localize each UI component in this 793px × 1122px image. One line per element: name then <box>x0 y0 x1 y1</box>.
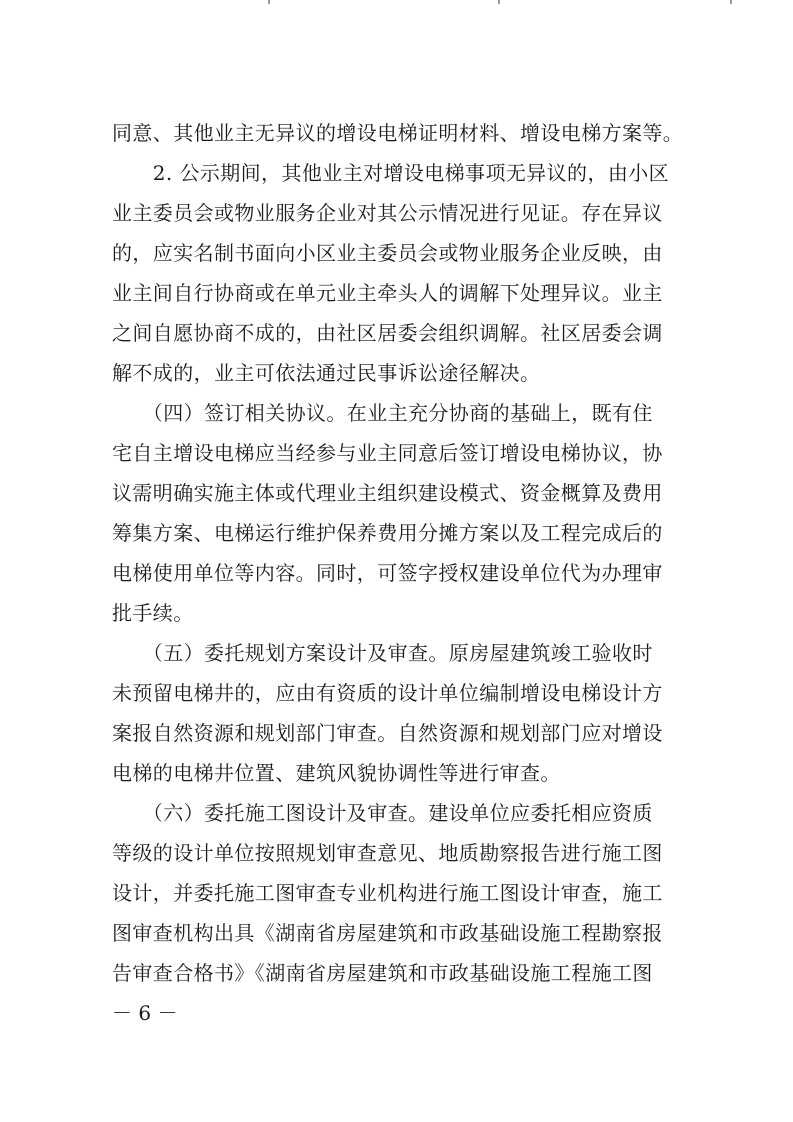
scan-mark <box>498 0 500 4</box>
text-line: （四）签订相关协议。在业主充分协商的基础上，既有住 <box>112 401 653 425</box>
text-line: 筹集方案、电梯运行维护保养费用分摊方案以及工程完成后的 <box>112 521 663 545</box>
page-number: － 6 － <box>112 1001 178 1025</box>
text-line: 2. 公示期间，其他业主对增设电梯事项无异议的，由小区 <box>112 161 670 185</box>
text-line: 电梯使用单位等内容。同时，可签字授权建设单位代为办理审 <box>112 561 663 585</box>
text-line: 同意、其他业主无异议的增设电梯证明材料、增设电梯方案等。 <box>112 121 684 145</box>
text-line: 未预留电梯井的，应由有资质的设计单位编制增设电梯设计方 <box>112 681 663 705</box>
text-line: 批手续。 <box>112 601 194 625</box>
text-line: 之间自愿协商不成的，由社区居委会组织调解。社区居委会调 <box>112 321 663 345</box>
text-line: 业主间自行协商或在单元业主牵头人的调解下处理异议。业主 <box>112 281 663 305</box>
text-line: 图审查机构出具《湖南省房屋建筑和市政基础设施工程勘察报 <box>112 921 663 945</box>
text-line: 议需明确实施主体或代理业主组织建设模式、资金概算及费用 <box>112 481 663 505</box>
text-line: 业主委员会或物业服务企业对其公示情况进行见证。存在异议 <box>112 201 663 225</box>
text-line: 告审查合格书》《湖南省房屋建筑和市政基础设施工程施工图 <box>112 961 653 985</box>
text-line: 宅自主增设电梯应当经参与业主同意后签订增设电梯协议，协 <box>112 441 663 465</box>
text-line: 设计，并委托施工图审查专业机构进行施工图设计审查，施工 <box>112 881 663 905</box>
text-line: 的，应实名制书面向小区业主委员会或物业服务企业反映，由 <box>112 241 663 265</box>
scan-mark <box>730 0 732 4</box>
scan-mark <box>268 0 270 4</box>
text-line: 电梯的电梯井位置、建筑风貌协调性等进行审查。 <box>112 761 561 785</box>
text-line: 案报自然资源和规划部门审查。自然资源和规划部门应对增设 <box>112 721 663 745</box>
body-text <box>112 113 690 993</box>
text-line: （五）委托规划方案设计及审查。原房屋建筑竣工验收时 <box>112 641 653 665</box>
text-line: 解不成的，业主可依法通过民事诉讼途径解决。 <box>112 361 541 385</box>
text-line: 等级的设计单位按照规划审查意见、地质勘察报告进行施工图 <box>112 841 663 865</box>
text-line: （六）委托施工图设计及审查。建设单位应委托相应资质 <box>112 801 653 825</box>
